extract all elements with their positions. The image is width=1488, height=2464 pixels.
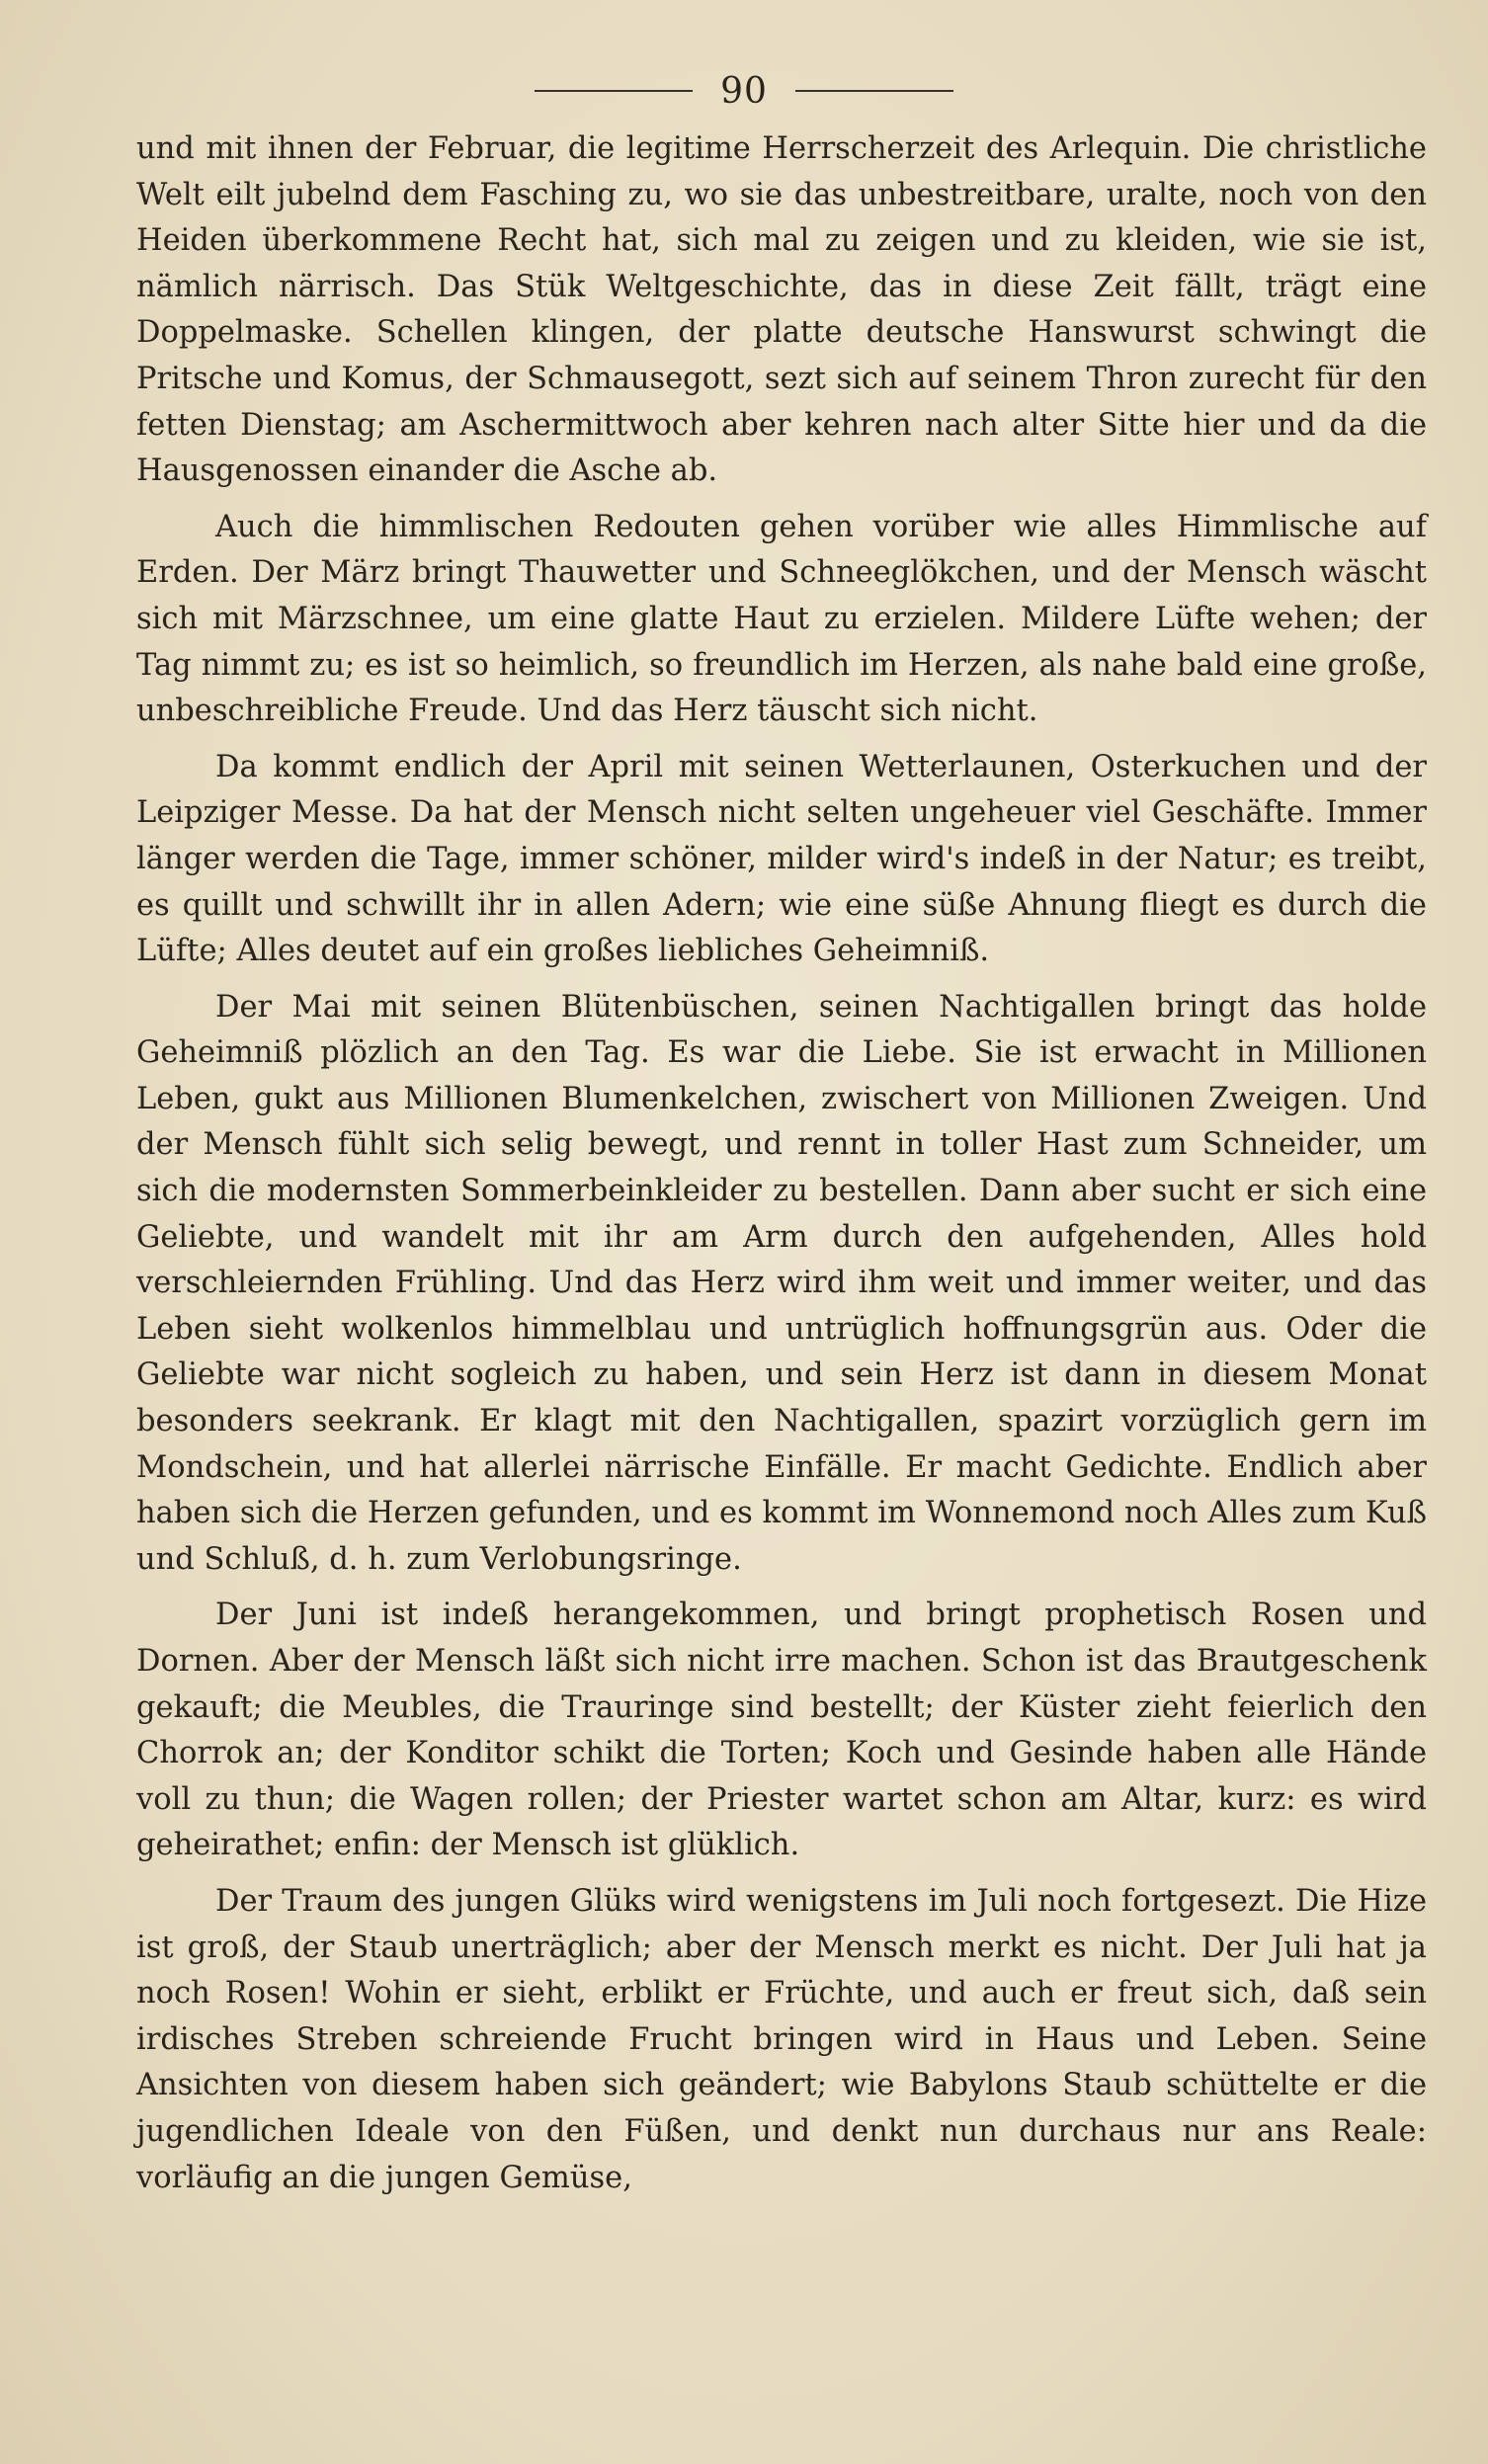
header-rule-right [795,90,953,92]
paragraph: Der Juni ist indeß herangekommen, und bringt prophetisch Rosen und Dornen. Aber der Mensch läßt sich nicht irre machen. Schon ist das Brautgeschenk gekauft; die Meubles, die Trauringe sind bestellt; der Küster zieht feierlich den Chorrok an; der Konditor schikt die Torten; Koch und Gesinde haben alle Hände voll zu thun; die Wagen rollen; der Priester wartet schon am Altar, kurz: es wird geheirathet; enfin: der Mensch ist glüklich. [136,1598,1427,1863]
paragraph: Da kommt endlich der April mit seinen Wetterlaunen, Osterkuchen und der Leipziger Messe. Da hat der Mensch nicht selten ungeheuer viel Geschäfte. Immer länger werden die Tage, immer schöner, milder wird's indeß in der Natur; es treibt, es quillt und schwillt ihr in allen Adern; wie eine süße Ahnung fliegt es durch die Lüfte; Alles deutet auf ein großes liebliches Geheimniß. [136,749,1427,969]
page-number: 90 [720,70,768,112]
body-text [136,126,1427,2211]
paragraph: und mit ihnen der Februar, die legitime Herrscherzeit des Arlequin. Die christliche Welt eilt jubelnd dem Fasching zu, wo sie das unbestreitbare, uralte, noch von den Heiden überkommene Recht hat, sich mal zu zeigen und zu kleiden, wie sie ist, nämlich närrisch. Das Stük Weltgeschichte, das in diese Zeit fällt, trägt eine Doppelmaske. Schellen klingen, der platte deutsche Hanswurst schwingt die Pritsche und Komus, der Schmausegott, sezt sich auf seinem Thron zurecht für den fetten Dienstag; am Aschermittwoch aber kehren nach alter Sitte hier und da die Hausgenossen einander die Asche ab. [136,131,1427,489]
page-header [0,61,1488,121]
header-rule-left [535,90,693,92]
paragraph: Auch die himmlischen Redouten gehen vorüber wie alles Himmlische auf Erden. Der März bringt Thauwetter und Schneeglökchen, und der Mensch wäscht sich mit Märzschnee, um eine glatte Haut zu erzielen. Mildere Lüfte wehen; der Tag nimmt zu; es ist so heimlich, so freundlich im Herzen, als nahe bald eine große, unbeschreibliche Freude. Und das Herz täuscht sich nicht. [136,509,1427,729]
paragraph: Der Mai mit seinen Blütenbüschen, seinen Nachtigallen bringt das holde Geheimniß plözlich an den Tag. Es war die Liebe. Sie ist erwacht in Millionen Leben, gukt aus Millionen Blumenkelchen, zwischert von Millionen Zweigen. Und der Mensch fühlt sich selig bewegt, und rennt in toller Hast zum Schneider, um sich die modernsten Sommerbeinkleider zu bestellen. Dann aber sucht er sich eine Geliebte, und wandelt mit ihr am Arm durch den aufgehenden, Alles hold verschleiernden Frühling. Und das Herz wird ihm weit und immer weiter, und das Leben sieht wolkenlos himmelblau und untrüglich hoffnungsgrün aus. Oder die Geliebte war nicht sogleich zu haben, und sein Herz ist dann in diesem Monat besonders seekrank. Er klagt mit den Nachtigallen, spazirt vorzüglich gern im Mondschein, und hat allerlei närrische Einfälle. Er macht Gedichte. Endlich aber haben sich die Herzen gefunden, und es kommt im Wonnemond noch Alles zum Kuß und Schluß, d. h. zum Verlobungsringe. [136,989,1427,1577]
paragraph: Der Traum des jungen Glüks wird wenigstens im Juli noch fortgesezt. Die Hize ist groß, der Staub unerträglich; aber der Mensch merkt es nicht. Der Juli hat ja noch Rosen! Wohin er sieht, erblikt er Früchte, und auch er freut sich, daß sein irdisches Streben schreiende Frucht bringen wird in Haus und Leben. Seine Ansichten von diesem haben sich geändert; wie Babylons Staub schüttelte er die jugendlichen Ideale von den Füßen, und denkt nun durchaus nur ans Reale: vorläufig an die jungen Gemüse, [136,1883,1427,2195]
